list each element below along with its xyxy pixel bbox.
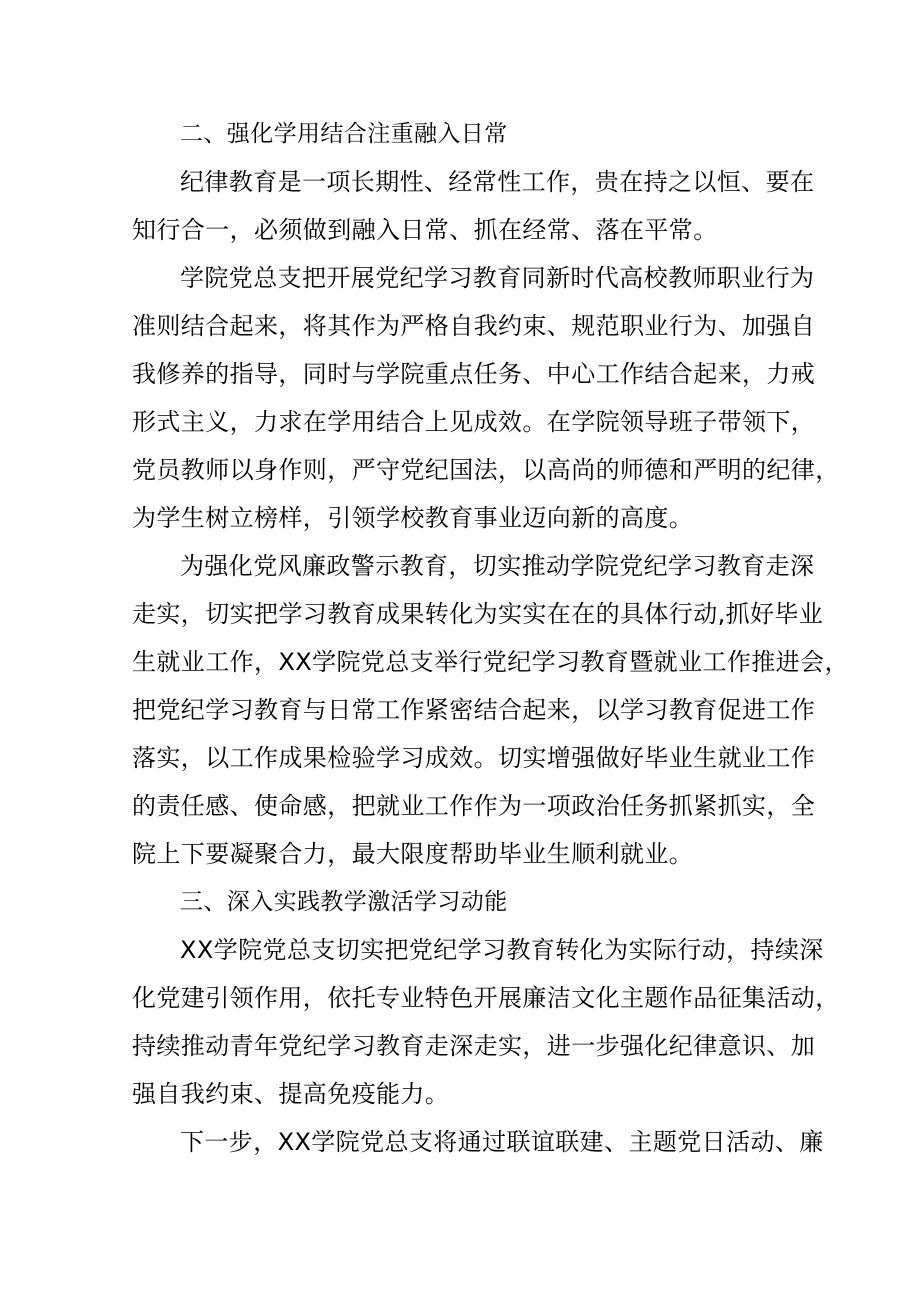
paragraph-line: 化党建引领作用，依托专业特色开展廉洁文化主题作品征集活动， <box>132 984 840 1012</box>
paragraph-line: 知行合一，必须做到融入日常、抓在经常、落在平常。 <box>132 216 718 244</box>
paragraph-line: 纪律教育是一项长期性、经常性工作，贵在持之以恒、要在 <box>180 168 815 196</box>
paragraph-line: 为强化党风廉政警示教育，切实推动学院党纪学习教育走深 <box>180 552 815 580</box>
paragraph <box>132 926 840 1118</box>
section-heading: 二、强化学用结合注重融入日常 <box>180 121 508 147</box>
paragraph <box>132 1118 824 1166</box>
paragraph-line: 院上下要凝聚合力，最大限度帮助毕业生顺利就业。 <box>132 840 694 868</box>
paragraph-line: 为学生树立榜样，引领学校教育事业迈向新的高度。 <box>132 504 694 532</box>
paragraph-line: 生就业工作，XX学院党总支举行党纪学习教育暨就业工作推进会， <box>132 648 849 676</box>
paragraph <box>132 542 849 878</box>
paragraph-line: 准则结合起来，将其作为严格自我约束、规范职业行为、加强自 <box>132 312 816 340</box>
paragraph-line: 走实，切实把学习教育成果转化为实实在在的具体行动,抓好毕业 <box>132 600 824 628</box>
paragraph-line: 强自我约束、提高免疫能力。 <box>132 1080 450 1108</box>
paragraph-line: 下一步，XX学院党总支将通过联谊联建、主题党日活动、廉 <box>180 1128 824 1156</box>
paragraph-line: 学院党总支把开展党纪学习教育同新时代高校教师职业行为 <box>180 264 815 292</box>
paragraph-line: 持续推动青年党纪学习教育走深走实，进一步强化纪律意识、加 <box>132 1032 816 1060</box>
document-page <box>132 110 849 1166</box>
paragraph-line: 党员教师以身作则，严守党纪国法，以高尚的师德和严明的纪律， <box>132 456 840 484</box>
paragraph-line: 我修养的指导，同时与学院重点任务、中心工作结合起来，力戒 <box>132 360 816 388</box>
paragraph <box>132 158 815 254</box>
section-heading: 三、深入实践教学激活学习动能 <box>180 889 508 915</box>
paragraph-line: 形式主义，力求在学用结合上见成效。在学院领导班子带领下， <box>132 408 816 436</box>
paragraph <box>132 254 840 542</box>
paragraph-line: 落实，以工作成果检验学习成效。切实增强做好毕业生就业工作 <box>132 744 816 772</box>
paragraph-line: 的责任感、使命感，把就业工作作为一项政治任务抓紧抓实，全 <box>132 792 816 820</box>
paragraph-line: XX学院党总支切实把党纪学习教育转化为实际行动，持续深 <box>180 936 824 964</box>
paragraph-line: 把党纪学习教育与日常工作紧密结合起来，以学习教育促进工作 <box>132 696 816 724</box>
